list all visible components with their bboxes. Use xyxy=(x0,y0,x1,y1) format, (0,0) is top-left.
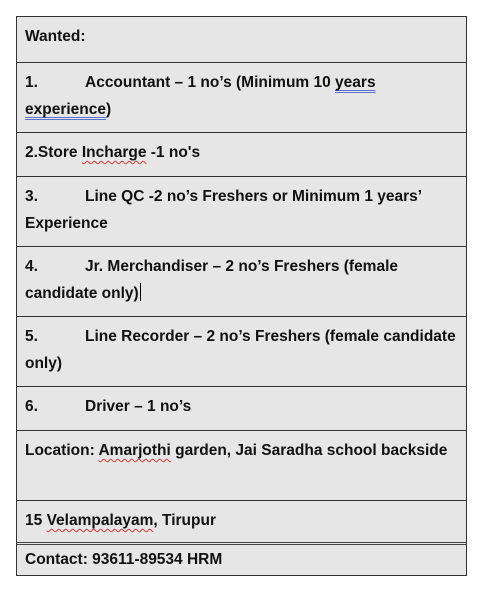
job-text: Driver – 1 no’s xyxy=(85,398,192,415)
address-row xyxy=(17,501,466,545)
wanted-heading: Wanted: xyxy=(25,28,86,45)
spelling-flagged-word: Incharge xyxy=(81,144,147,161)
job-number: 5. xyxy=(25,328,38,345)
grammar-flagged-word: experience xyxy=(25,101,106,118)
job-text: Accountant – 1 no’s (Minimum 10 xyxy=(85,74,336,91)
location-text: garden, Jai Saradha school backside xyxy=(170,442,448,459)
wanted-heading-row xyxy=(17,17,466,63)
job-row-jr-merchandiser[interactable] xyxy=(17,247,466,317)
job-number: 1. xyxy=(25,74,38,91)
location-label: Location: xyxy=(25,442,99,459)
job-row-line-recorder xyxy=(17,317,466,387)
spelling-flagged-word: Amarjothi xyxy=(98,442,171,459)
contact-row xyxy=(17,545,466,575)
job-text-tail: ) xyxy=(106,101,112,118)
location-row xyxy=(17,431,466,501)
job-row-accountant xyxy=(17,63,466,133)
address-text: , Tirupur xyxy=(153,512,216,529)
job-number: 6. xyxy=(25,398,38,415)
job-text: 2.Store xyxy=(25,144,82,161)
job-number: 3. xyxy=(25,188,38,205)
grammar-flagged-word: years xyxy=(335,74,376,91)
address-prefix: 15 xyxy=(25,512,47,529)
job-row-store-incharge xyxy=(17,133,466,177)
text-cursor xyxy=(140,283,141,301)
job-row-driver xyxy=(17,387,466,431)
job-listing-table xyxy=(16,16,467,576)
job-number: 4. xyxy=(25,258,38,275)
job-row-line-qc xyxy=(17,177,466,247)
spelling-flagged-word: Velampalayam xyxy=(46,512,154,529)
job-text: Line Recorder – 2 no’s Freshers (female candidate only) xyxy=(25,328,456,372)
job-text: Jr. Merchandiser – 2 no’s Freshers (female candidate only) xyxy=(25,258,399,302)
contact-text: Contact: 93611-89534 HRM xyxy=(25,551,223,568)
job-text-tail: -1 no's xyxy=(146,144,201,161)
job-text: Line QC -2 no’s Freshers or Minimum 1 years’ Experience xyxy=(25,188,422,232)
